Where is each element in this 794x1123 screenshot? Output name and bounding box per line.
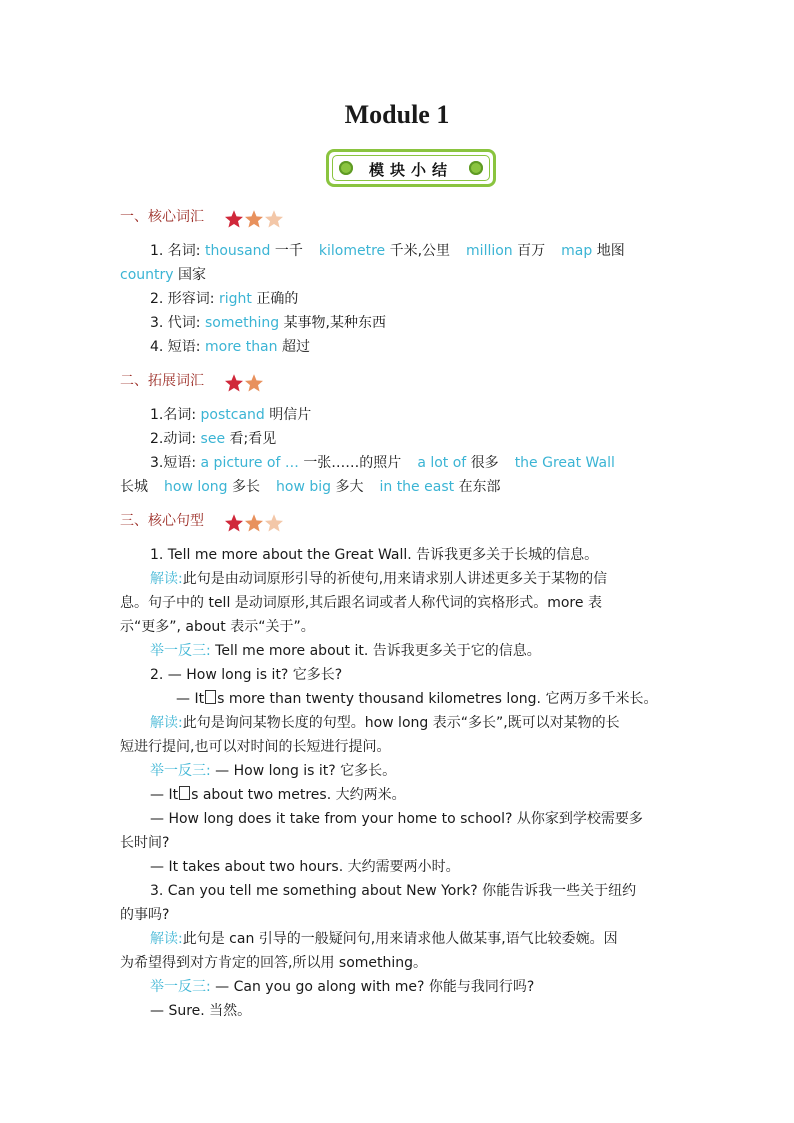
example-line: — It s about two metres. 大约两米。 — [150, 787, 406, 803]
missing-glyph-box — [205, 690, 216, 704]
star-icon — [224, 513, 244, 533]
star-icon — [264, 513, 284, 533]
star-rating — [224, 207, 284, 231]
example-line: — How long does it take from your home to school? 从你家到学校需要多 — [150, 811, 643, 827]
star-icon — [244, 373, 264, 393]
vocab-line: country 国家 — [120, 267, 206, 283]
explain-line: 解读:此句是由动词原形引导的祈使句,用来请求别人讲述更多关于某物的信 — [150, 571, 608, 587]
summary-content — [120, 205, 680, 1023]
section-title: 三、核心句型 — [120, 513, 204, 529]
module-summary-badge — [326, 149, 496, 187]
example-line: — Sure. 当然。 — [150, 1003, 252, 1019]
explain-line: 为希望得到对方肯定的回答,所以用 something。 — [120, 955, 428, 971]
missing-glyph-box — [179, 786, 190, 800]
sentence-line: 1. Tell me more about the Great Wall. 告诉我更多关于长城的信息。 — [150, 547, 599, 563]
page-title: Module 1 — [344, 100, 450, 129]
ext-line: 1.名词: postcand 明信片 — [150, 407, 312, 423]
ext-line: 3.短语: a picture of … 一张……的照片 a lot of 很多 the Great Wall — [150, 455, 615, 471]
section-title: 一、核心词汇 — [120, 209, 204, 225]
sentence-line: 的事吗? — [120, 907, 170, 923]
example-line: 举一反三: — How long is it? 它多长。 — [150, 763, 397, 779]
sentence-line: 2. — How long is it? 它多长? — [150, 667, 343, 683]
vocab-line: 4. 短语: more than 超过 — [150, 339, 310, 355]
vocab-line: 1. 名词: thousand 一千 kilometre 千米,公里 million 百万 map 地图 — [150, 243, 625, 259]
explain-line: 短进行提问,也可以对时间的长短进行提问。 — [120, 739, 391, 755]
explain-line: 息。句子中的 tell 是动词原形,其后跟名词或者人称代词的宾格形式。more 表 — [120, 595, 602, 611]
badge-text: 模块小结 — [368, 161, 453, 179]
star-icon — [224, 373, 244, 393]
section-heading-core-vocab — [120, 205, 680, 229]
star-icon — [224, 209, 244, 229]
vocab-line: 3. 代词: something 某事物,某种东西 — [150, 315, 387, 331]
vocab-line: 2. 形容词: right 正确的 — [150, 291, 299, 307]
star-icon — [244, 513, 264, 533]
explain-line: 示“更多”, about 表示“关于”。 — [120, 619, 315, 635]
ext-line: 长城 how long 多长 how big 多大 in the east 在东部 — [120, 479, 501, 495]
section-heading-core-sentences — [120, 509, 680, 533]
explain-line: 解读:此句是询问某物长度的句型。how long 表示“多长”,既可以对某物的长 — [150, 715, 620, 731]
star-icon — [264, 209, 284, 229]
star-rating — [224, 511, 284, 535]
example-line: — It takes about two hours. 大约需要两小时。 — [150, 859, 460, 875]
section-heading-extended-vocab — [120, 369, 680, 393]
example-line: 长时间? — [120, 835, 170, 851]
star-icon — [244, 209, 264, 229]
star-rating — [224, 371, 264, 395]
sentence-line: — It s more than twenty thousand kilometres long. 它两万多千米长。 — [176, 691, 658, 707]
example-line: 举一反三: — Can you go along with me? 你能与我同行吗? — [150, 979, 535, 995]
sentence-line: 3. Can you tell me something about New York? 你能告诉我一些关于纽约 — [150, 883, 637, 899]
explain-line: 解读:此句是 can 引导的一般疑问句,用来请求他人做某事,语气比较委婉。因 — [150, 931, 618, 947]
ext-line: 2.动词: see 看;看见 — [150, 431, 277, 447]
section-title: 二、拓展词汇 — [120, 373, 204, 389]
example-line: 举一反三: Tell me more about it. 告诉我更多关于它的信息。 — [150, 643, 541, 659]
